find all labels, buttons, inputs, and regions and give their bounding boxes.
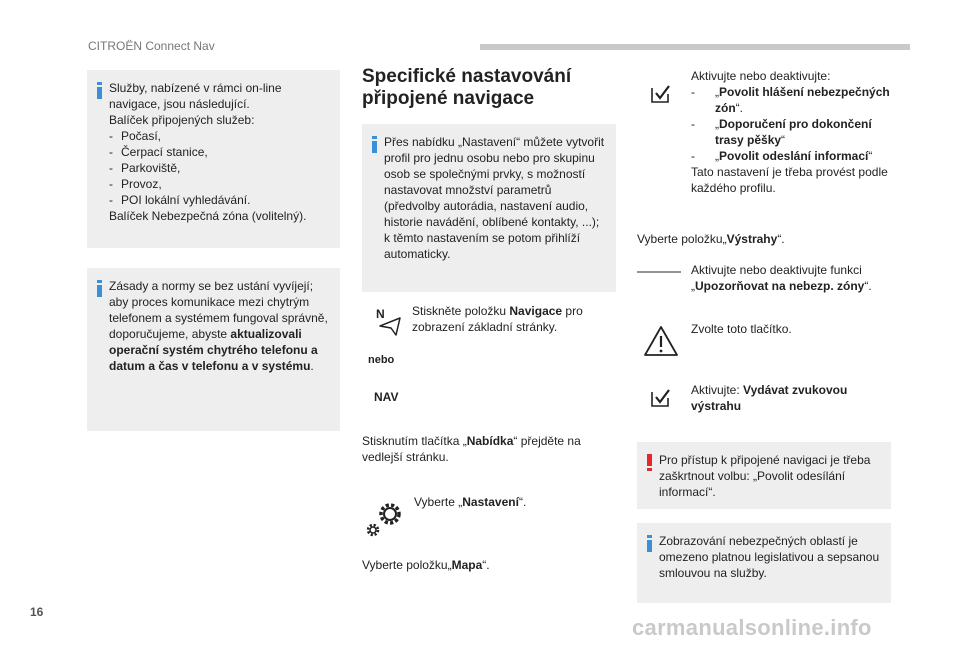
step-menu-text: Stisknutím tlačítka „Nabídka“ přejděte na vedlejší stránku. bbox=[362, 434, 581, 464]
list-item: - „Povolit odeslání informací“ bbox=[691, 149, 873, 163]
info-icon bbox=[97, 82, 102, 99]
compass-north-label: N bbox=[376, 307, 385, 321]
info-box-legislation: Zobrazování nebezpečných oblastí je omezeno platnou legislativou a sepsanou smlouvou na služby. bbox=[637, 523, 891, 603]
list-item: - POI lokální vyhledávání. bbox=[109, 193, 251, 207]
page-number: 16 bbox=[30, 605, 44, 619]
services-text: Služby, nabízené v rámci on-line navigace, jsou následující. Balíček připojených služeb: - Počasí, - Čerpací stanice, - Parkoviště, - Provoz, - POI lokální vyhledávání. Balíček Nebezpečná zóna (volitelný). bbox=[109, 80, 334, 224]
step-navigation-text: Stiskněte položku Navigace pro zobrazení základní stránky. bbox=[412, 304, 583, 334]
exclamation-icon bbox=[647, 454, 652, 471]
info-box-updates bbox=[87, 268, 340, 431]
nav-button-label: NAV bbox=[374, 390, 399, 404]
toggle-line-icon bbox=[637, 270, 681, 274]
info-icon bbox=[372, 136, 377, 153]
info-icon bbox=[647, 535, 652, 552]
toggle-zones-text: Aktivujte nebo deaktivujte funkci „Upozorňovat na nebezp. zóny“. bbox=[691, 263, 872, 293]
info-box-services bbox=[87, 70, 340, 248]
warning-button-text: Zvolte toto tlačítko. bbox=[691, 322, 792, 336]
step-map-text: Vyberte položku„Mapa“. bbox=[362, 558, 490, 572]
list-item: - „Doporučení pro dokončení trasy pěšky“ bbox=[691, 117, 872, 147]
checkbox-checked-icon bbox=[650, 84, 672, 104]
watermark: carmanualsonline.info bbox=[632, 615, 872, 640]
info-box-profiles: Přes nabídku „Nastavení“ můžete vytvořit profil pro jednu osobu nebo pro skupinu osob se společnými prvky, s možností nastavovat množství parametrů (předvolby autorádia, nastavení audio, historie navádění, oblíbené kontakty, ...); k těmto nastavením se potom přihlíží automaticky. bbox=[362, 124, 616, 292]
section-heading: Specifické nastavování připojené navigace bbox=[362, 66, 572, 109]
activate-options: Aktivujte nebo deaktivujte: - „Povolit hlášení nebezpečných zón“. - „Doporučení pro dokončení trasy pěšky“ - „Povolit odeslání informací“ Tato nastavení je třeba provést podle každého profilu. bbox=[691, 69, 890, 195]
step-settings-text: Vyberte „Nastavení“. bbox=[414, 495, 527, 509]
sound-alert-text: Aktivujte: Vydávat zvukovou výstrahu bbox=[691, 383, 848, 413]
list-item: - Počasí, bbox=[109, 129, 162, 143]
info-icon bbox=[97, 280, 102, 297]
header-bar bbox=[480, 44, 910, 50]
updates-text: Zásady a normy se bez ustání vyvíjejí; aby proces komunikace mezi chytrým telefonem a systémem fungoval správně, doporučujeme, abyste aktualizovali operační systém chytrého telefonu a datum a čas v telefonu a v systému. bbox=[109, 279, 328, 373]
navigation-arrow-icon bbox=[380, 318, 402, 336]
settings-gears-icon bbox=[364, 498, 406, 540]
list-item: - Provoz, bbox=[109, 177, 162, 191]
header-title: CITROËN Connect Nav bbox=[88, 39, 215, 53]
or-label: nebo bbox=[368, 354, 395, 366]
list-item: - Parkoviště, bbox=[109, 161, 181, 175]
list-item: - „Povolit hlášení nebezpečných zón“. bbox=[691, 85, 890, 115]
warning-box-send-info: Pro přístup k připojené navigaci je třeba zaškrtnout volbu: „Povolit odesílání informací“. bbox=[637, 442, 891, 509]
checkbox-checked-icon bbox=[650, 388, 672, 408]
warning-triangle-icon bbox=[643, 325, 679, 357]
select-alerts-text: Vyberte položku„Výstrahy“. bbox=[637, 232, 785, 246]
list-item: - Čerpací stanice, bbox=[109, 145, 208, 159]
